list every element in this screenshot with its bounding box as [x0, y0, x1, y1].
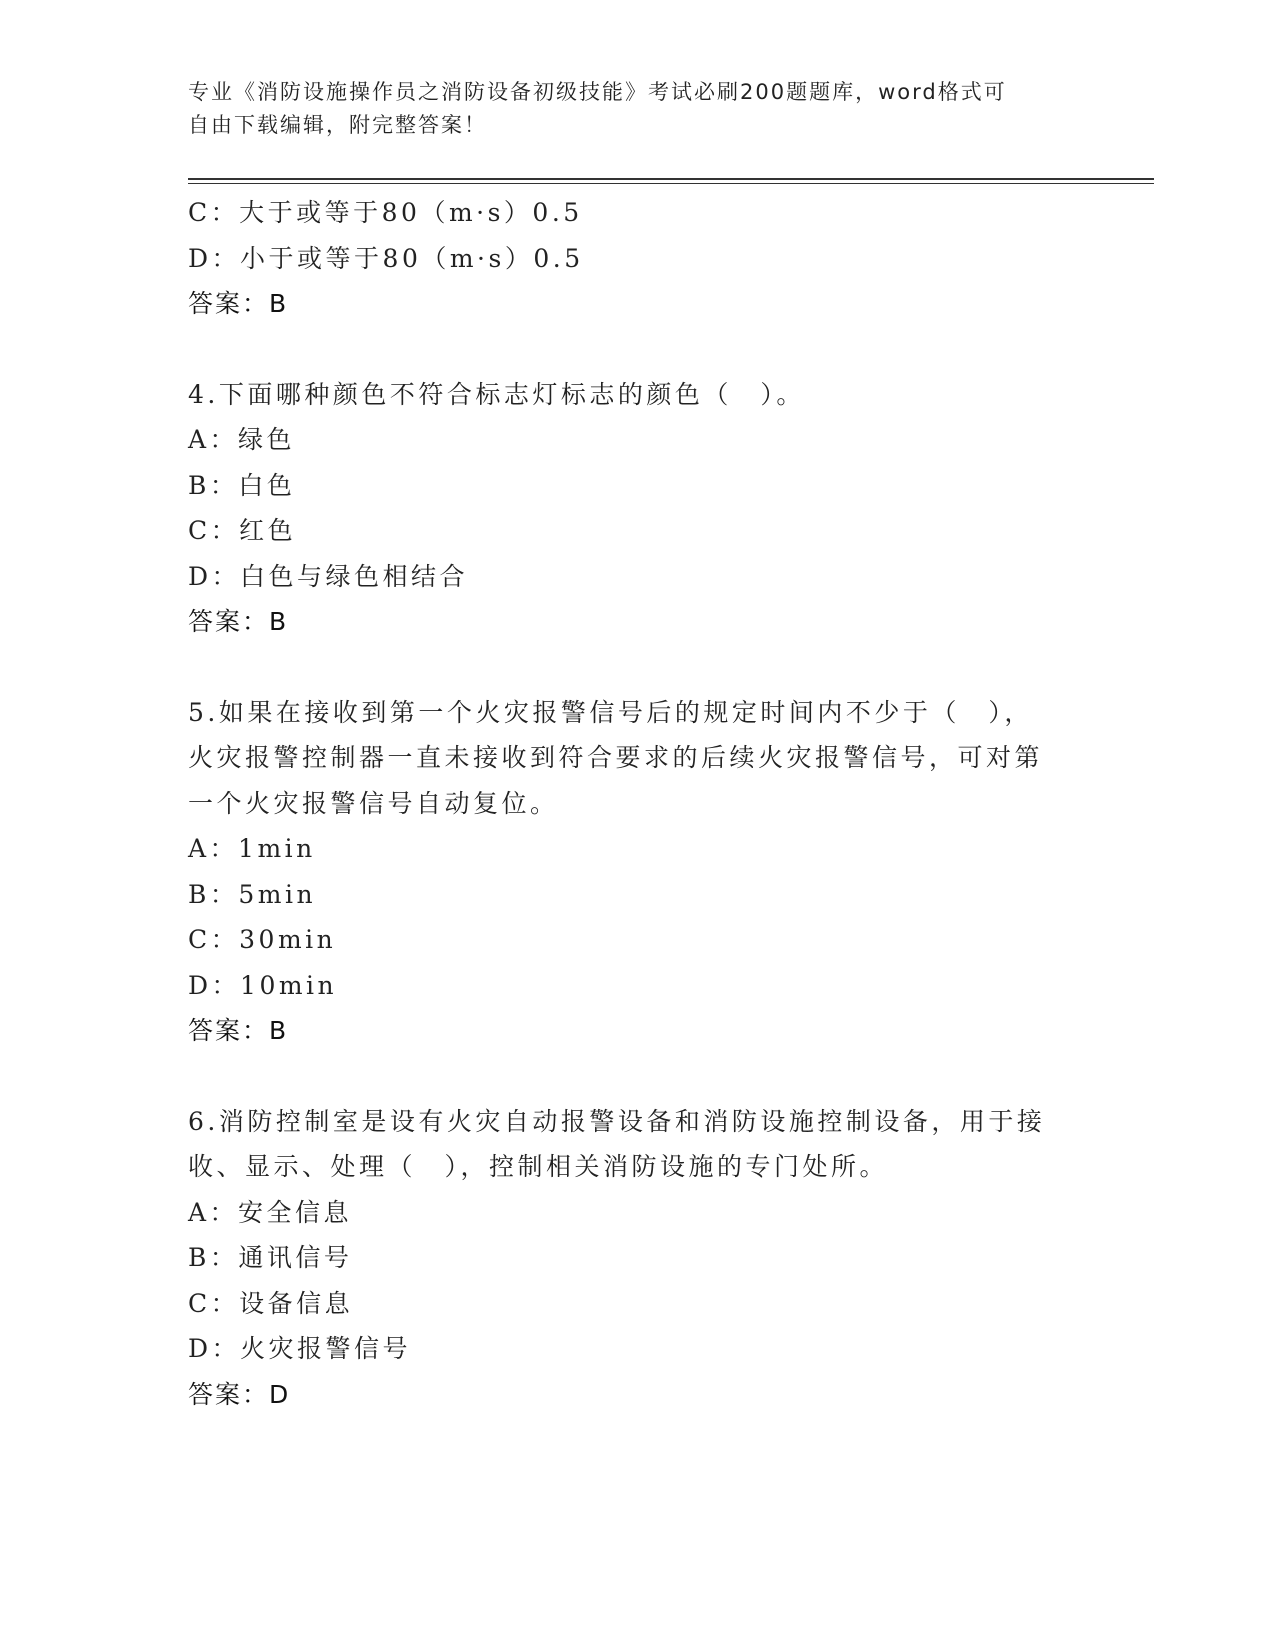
spacer	[188, 327, 1088, 372]
question-5	[188, 690, 1088, 1054]
option-c: C：设备信息	[188, 1288, 354, 1318]
header-title-line-2: 自由下载编辑，附完整答案！	[188, 113, 487, 137]
spacer	[188, 645, 1088, 690]
document-header	[188, 76, 1088, 142]
answer: 答案：B	[188, 289, 289, 318]
question-3-continued	[188, 190, 1088, 327]
question-stem-line-2: 火灾报警控制器一直未接收到符合要求的后续火灾报警信号，可对第	[188, 743, 1044, 772]
option-b: B：5min	[188, 879, 317, 909]
answer: 答案：B	[188, 1016, 289, 1045]
option-a: A：1min	[188, 834, 316, 863]
answer: 答案：B	[188, 607, 289, 636]
question-stem: 4.下面哪种颜色不符合标志灯标志的颜色（ ）。	[188, 379, 805, 409]
spacer	[188, 1054, 1088, 1099]
answer: 答案：D	[188, 1379, 291, 1409]
header-divider-bottom	[188, 183, 1154, 184]
option-b: B：白色	[188, 470, 296, 500]
option-b: B：通讯信号	[188, 1243, 353, 1272]
option-c: C：30min	[188, 925, 337, 954]
option-a: A：绿色	[188, 425, 296, 454]
header-title-line-1: 专业《消防设施操作员之消防设备初级技能》考试必刷200题题库，word格式可	[188, 80, 1007, 104]
option-c: C：红色	[188, 516, 297, 545]
header-divider-top	[188, 178, 1154, 180]
question-stem-line-1: 6.消防控制室是设有火灾自动报警设备和消防设施控制设备，用于接	[188, 1106, 1046, 1136]
question-stem-line-3: 一个火灾报警信号自动复位。	[188, 788, 559, 818]
question-stem-line-2: 收、显示、处理（ ），控制相关消防设施的专门处所。	[188, 1152, 889, 1181]
question-4	[188, 372, 1088, 645]
option-c: C：大于或等于80（m·s）0.5	[188, 198, 583, 227]
option-d: D：10min	[188, 970, 338, 1000]
option-d: D：小于或等于80（m·s）0.5	[188, 243, 584, 273]
question-6	[188, 1099, 1088, 1418]
question-stem-line-1: 5.如果在接收到第一个火灾报警信号后的规定时间内不少于（ ），	[188, 697, 1033, 727]
option-d: D：白色与绿色相结合	[188, 561, 469, 591]
question-list	[188, 190, 1088, 1417]
option-d: D：火灾报警信号	[188, 1334, 412, 1363]
option-a: A：安全信息	[188, 1197, 353, 1227]
